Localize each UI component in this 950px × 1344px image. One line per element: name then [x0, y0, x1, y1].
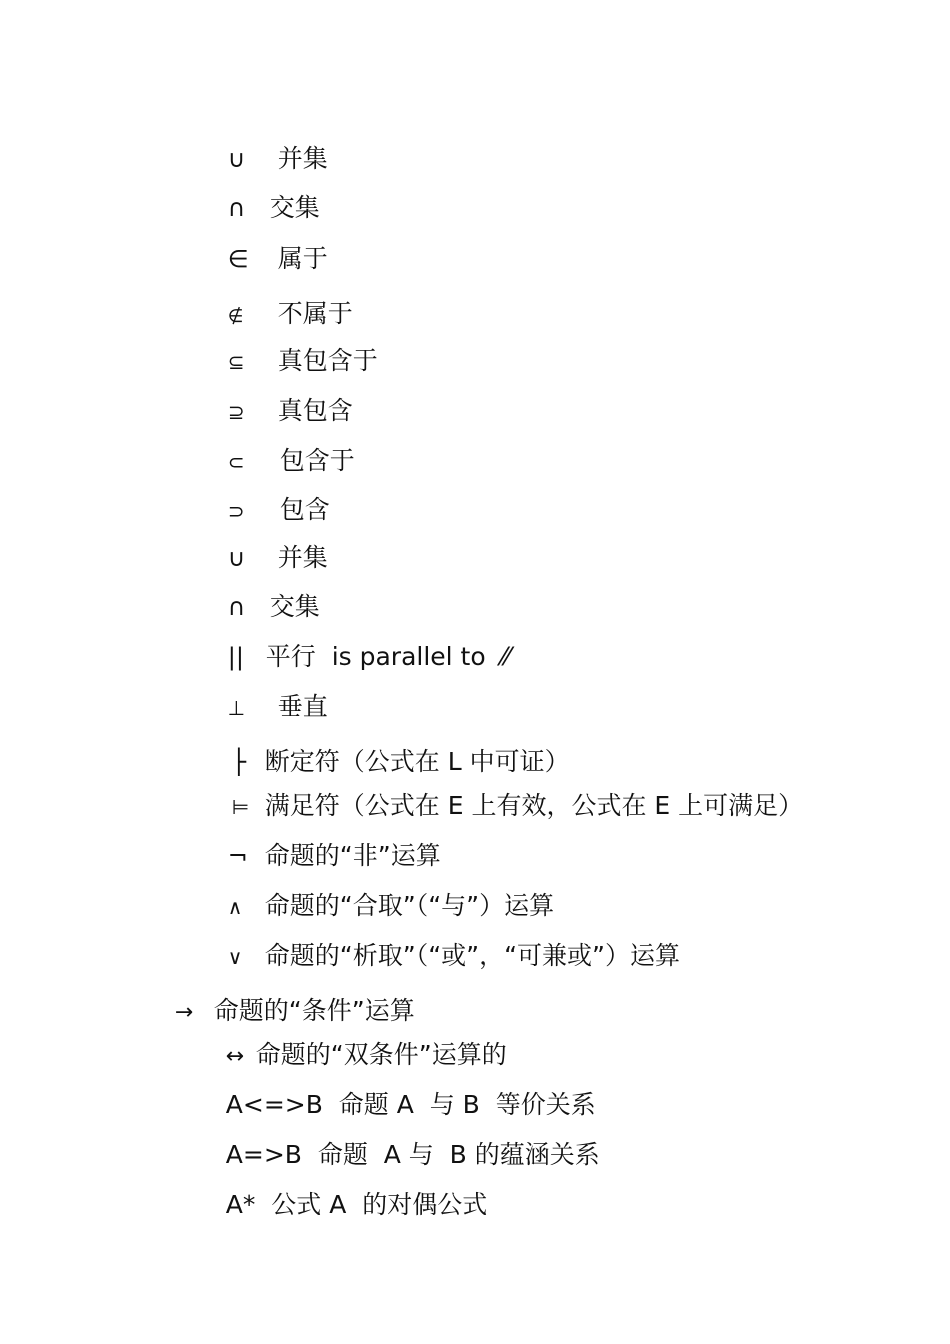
symbol-line-parallel [196, 612, 510, 671]
line-text: 真包含 [277, 396, 353, 425]
dual-formula-line [194, 1160, 488, 1219]
turnstile-symbol: ├ [231, 748, 247, 776]
union-symbol: ∪ [227, 544, 246, 572]
symbol-line-conditional [143, 966, 415, 1025]
line-text: 命题的“合取”（“与”）运算 [264, 891, 555, 920]
equivalence-line [194, 1060, 596, 1119]
line-text: A=>B 命题 A 与 B 的蕴涵关系 [225, 1140, 600, 1169]
line-text: 包含于 [279, 446, 355, 475]
negation-symbol: ¬ [227, 842, 248, 870]
symbol-line-element-of [196, 214, 328, 273]
line-text: 平行 is parallel to ⁄⁄ [265, 642, 510, 671]
implication-line [194, 1110, 600, 1169]
line-text: 命题的“条件”运算 [213, 996, 415, 1025]
symbol-line-subset [196, 416, 355, 475]
symbol-line-conjunction [196, 861, 555, 920]
line-text: 并集 [277, 144, 328, 173]
double-turnstile-symbol: ⊨ [231, 795, 250, 819]
symbol-line-assertion [200, 717, 570, 776]
superset-eq-symbol: ⊇ [227, 400, 245, 424]
line-text: 包含 [279, 495, 330, 524]
symbol-line-satisfaction [200, 761, 804, 820]
line-text: 满足符（公式在 E 上有效，公式在 E 上可满足） [264, 791, 804, 820]
symbol-line-superset [196, 465, 330, 524]
symbol-line-disjunction [196, 911, 681, 970]
disjunction-symbol: ∨ [227, 945, 243, 969]
line-text: 并集 [277, 543, 328, 572]
superset-symbol: ⊃ [227, 499, 245, 523]
symbol-line-union [196, 114, 328, 173]
perpendicular-symbol: ⊥ [227, 696, 246, 720]
line-text: 命题的“析取”（“或”，“可兼或”）运算 [264, 941, 681, 970]
line-text: 交集 [269, 592, 320, 621]
symbol-line-perpendicular [196, 662, 328, 721]
line-text: 交集 [269, 193, 320, 222]
line-text: 不属于 [277, 299, 353, 328]
left-right-arrow-symbol: ↔ [225, 1044, 245, 1069]
line-text: A* 公式 A 的对偶公式 [225, 1190, 488, 1219]
line-text: 命题的“非”运算 [264, 841, 441, 870]
line-text: 真包含于 [277, 346, 378, 375]
subset-eq-symbol: ⊆ [227, 350, 245, 374]
line-text: 命题的“双条件”运算的 [255, 1040, 507, 1069]
line-text: 垂直 [277, 692, 328, 721]
line-text: 属于 [277, 244, 328, 273]
parallel-symbol: || [227, 643, 244, 671]
symbol-line-negation [196, 811, 441, 870]
intersection-symbol: ∩ [227, 194, 246, 222]
intersection-symbol: ∩ [227, 593, 246, 621]
symbol-line-superset-eq [196, 366, 353, 425]
not-element-of-symbol: ∉ [227, 306, 244, 327]
symbol-line-intersection [196, 163, 320, 222]
symbol-line-subset-eq [196, 316, 378, 375]
line-text: 断定符（公式在 L 中可证） [264, 747, 570, 776]
right-arrow-symbol: → [174, 1000, 194, 1025]
symbol-line-not-element-of [196, 269, 353, 328]
symbol-line-intersection-repeat [196, 562, 320, 621]
conjunction-symbol: ∧ [227, 895, 243, 919]
subset-symbol: ⊂ [227, 450, 245, 474]
symbol-line-biconditional [194, 1010, 507, 1069]
union-symbol: ∪ [227, 145, 246, 173]
symbol-line-union-repeat [196, 513, 328, 572]
element-of-symbol: ∈ [227, 245, 249, 273]
line-text: A<=>B 命题 A 与 B 等价关系 [225, 1090, 596, 1119]
